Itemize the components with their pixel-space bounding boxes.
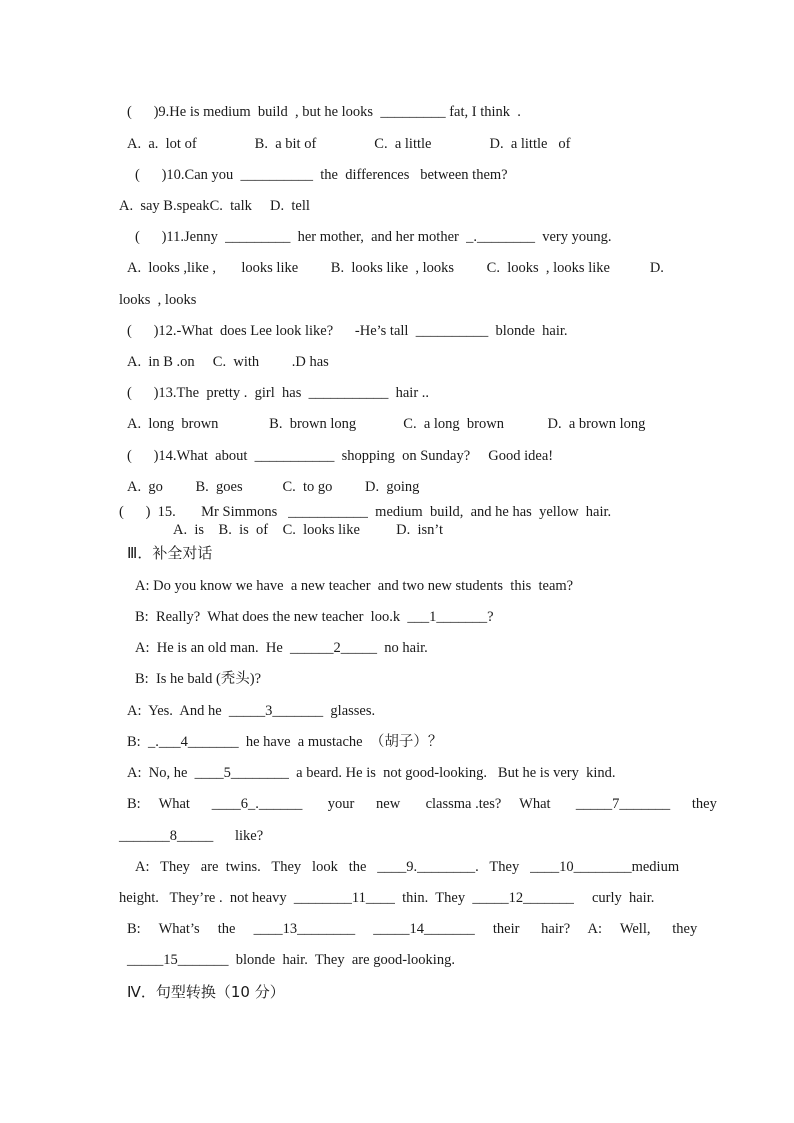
question-10: ( )10.Can you __________ the differences between them? bbox=[135, 167, 508, 183]
dialogue-line-7: A: No, he ____5________ a beard. He is not good-looking. But he is very kind. bbox=[127, 765, 616, 781]
dialogue-line-6: B: _.___4_______ he have a mustache （胡子）？ bbox=[127, 734, 443, 750]
dialogue-line-2: B: Really? What does the new teacher loo.k ___1_______? bbox=[135, 609, 494, 625]
dialogue-line-8: B: What ____6_.______ your new classma .tes? What _____7_______ they bbox=[127, 796, 717, 812]
question-9: ( )9.He is medium build , but he looks _________ fat, I think . bbox=[127, 104, 521, 120]
question-11-options: A. looks ,like , looks like B. looks like , looks C. looks , looks like D. bbox=[127, 260, 664, 276]
section-iii-heading: Ⅲ．补全对话 bbox=[127, 544, 213, 562]
question-14: ( )14.What about ___________ shopping on Sunday? Good idea! bbox=[127, 448, 554, 464]
question-12: ( )12.-What does Lee look like? -He’s tall __________ blonde hair. bbox=[127, 323, 568, 339]
dialogue-line-10-continued: _____15_______ blonde hair. They are good-looking. bbox=[127, 952, 455, 968]
dialogue-line-4: B: Is he bald (秃头)? bbox=[135, 671, 262, 687]
question-13-options: A. long brown B. brown long C. a long brown D. a brown long bbox=[127, 416, 646, 432]
question-9-options: A. a. lot of B. a bit of C. a little D. a little of bbox=[127, 136, 571, 152]
question-12-options: A. in B .on C. with .D has bbox=[127, 354, 329, 370]
dialogue-line-3: A: He is an old man. He ______2_____ no hair. bbox=[135, 640, 428, 656]
dialogue-line-5: A: Yes. And he _____3_______ glasses. bbox=[127, 703, 376, 719]
question-13: ( )13.The pretty . girl has ___________ hair .. bbox=[127, 385, 430, 401]
question-11-options-continued: looks , looks bbox=[119, 292, 197, 308]
dialogue-line-1: A: Do you know we have a new teacher and two new students this team? bbox=[135, 578, 574, 594]
question-10-options: A. say B.speakC. talk D. tell bbox=[119, 198, 310, 214]
dialogue-line-8-continued: _______8_____ like? bbox=[119, 828, 264, 844]
section-iv-heading: Ⅳ．句型转换（10 分） bbox=[127, 983, 285, 1001]
question-14-options: A. go B. goes C. to go D. going bbox=[127, 479, 420, 495]
dialogue-line-10: B: What’s the ____13________ _____14_______ their hair? A: Well, they bbox=[127, 921, 698, 937]
question-15-options: A. is B. is of C. looks like D. isn’t bbox=[173, 522, 444, 538]
dialogue-line-9-continued: height. They’re . not heavy ________11____ thin. They _____12_______ curly hair. bbox=[119, 890, 655, 906]
question-11: ( )11.Jenny _________ her mother, and her mother _.________ very young. bbox=[135, 229, 612, 245]
question-15: ( ) 15. Mr Simmons ___________ medium build, and he has yellow hair. bbox=[119, 504, 612, 520]
dialogue-line-9: A: They are twins. They look the ____9.________. They ____10________medium bbox=[135, 859, 680, 875]
